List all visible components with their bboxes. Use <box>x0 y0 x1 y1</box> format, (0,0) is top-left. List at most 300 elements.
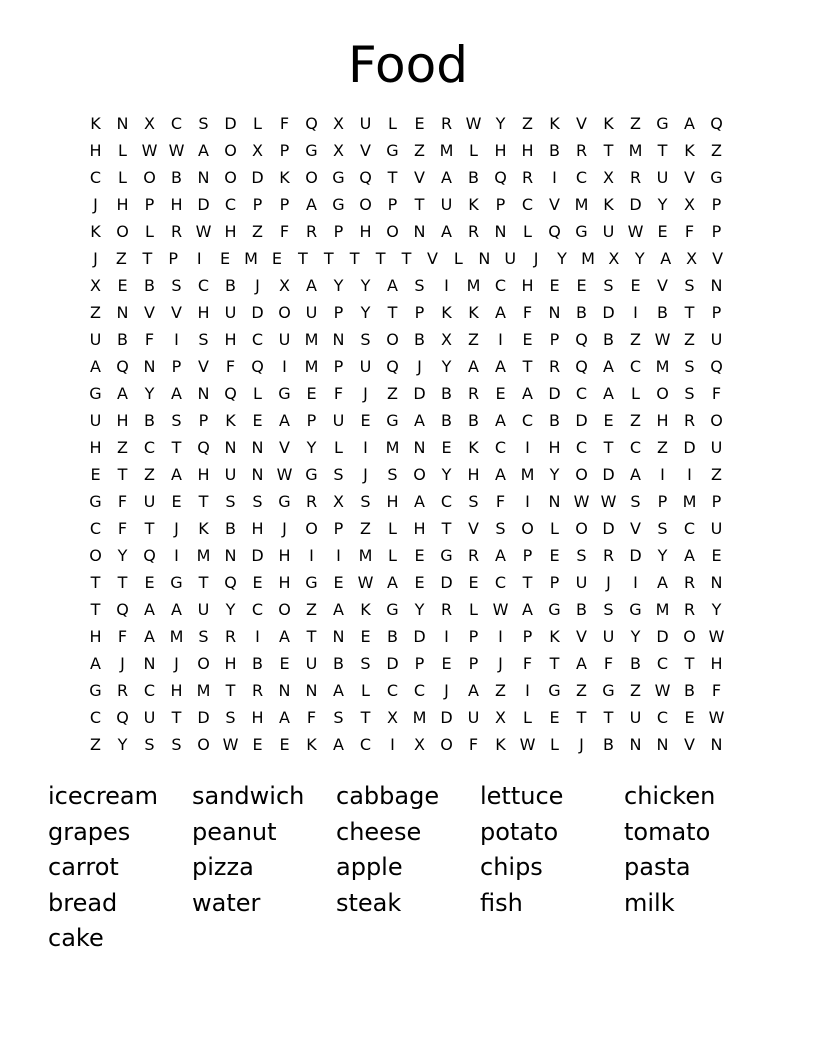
grid-letter: E <box>144 573 155 592</box>
grid-letter: H <box>710 654 723 673</box>
grid-letter: N <box>656 735 669 754</box>
grid-letter: S <box>171 411 182 430</box>
grid-letter: V <box>684 168 695 187</box>
grid-letter: F <box>684 222 695 241</box>
grid-letter: U <box>359 357 372 376</box>
grid-letter: A <box>495 303 506 322</box>
grid-letter: G <box>305 465 318 484</box>
grid-letter: F <box>306 708 317 727</box>
grid-letter: R <box>467 384 480 403</box>
grid-letter: L <box>145 222 154 241</box>
grid-letter: V <box>468 519 479 538</box>
grid-letter: C <box>143 681 156 700</box>
grid-letter: S <box>360 330 371 349</box>
grid-letter: Q <box>251 357 264 376</box>
grid-letter: K <box>279 168 290 187</box>
grid-letter: E <box>549 276 560 295</box>
grid-letter: P <box>333 357 344 376</box>
grid-letter: P <box>522 546 533 565</box>
grid-letter: Q <box>116 708 129 727</box>
grid-letter: X <box>686 249 698 268</box>
grid-letter: I <box>363 438 368 457</box>
grid-letter: Z <box>306 600 317 619</box>
grid-letter: H <box>89 438 102 457</box>
grid-letter: Q <box>494 168 507 187</box>
grid-letter: T <box>549 654 560 673</box>
grid-letter: I <box>174 330 179 349</box>
grid-letter: G <box>89 384 102 403</box>
grid-letter: K <box>549 114 560 133</box>
grid-letter: B <box>576 600 587 619</box>
grid-letter: Z <box>468 330 479 349</box>
grid-letter: P <box>414 654 425 673</box>
grid-letter: I <box>444 627 449 646</box>
grid-letter: U <box>224 465 237 484</box>
grid-letter: X <box>387 708 398 727</box>
grid-letter: P <box>306 411 317 430</box>
word-list-item: lettuce <box>480 782 564 810</box>
grid-letter: S <box>495 519 506 538</box>
grid-letter: B <box>657 303 668 322</box>
grid-letter: J <box>533 249 539 268</box>
grid-letter: P <box>333 222 344 241</box>
grid-letter: B <box>117 330 128 349</box>
grid-letter: G <box>656 114 669 133</box>
grid-letter: P <box>711 222 722 241</box>
grid-letter: U <box>710 438 723 457</box>
grid-letter: Z <box>576 681 587 700</box>
grid-letter: T <box>117 573 128 592</box>
grid-letter: G <box>548 600 561 619</box>
grid-letter: X <box>441 330 452 349</box>
grid-letter: W <box>357 573 374 592</box>
grid-letter: V <box>657 276 668 295</box>
grid-letter: E <box>657 222 668 241</box>
grid-letter: D <box>629 195 642 214</box>
grid-letter: P <box>252 195 263 214</box>
grid-letter: C <box>575 438 588 457</box>
grid-letter: M <box>439 141 454 160</box>
grid-letter: B <box>630 654 641 673</box>
grid-letter: Z <box>495 681 506 700</box>
grid-letter: C <box>575 168 588 187</box>
grid-letter: C <box>197 276 210 295</box>
grid-letter: W <box>519 735 536 754</box>
grid-row <box>82 434 742 461</box>
grid-letter: D <box>683 438 696 457</box>
grid-letter: J <box>174 654 179 673</box>
grid-letter: H <box>89 627 102 646</box>
grid-letter: U <box>359 114 372 133</box>
grid-row <box>82 218 742 245</box>
grid-letter: J <box>498 654 503 673</box>
grid-row <box>82 704 742 731</box>
grid-letter: W <box>195 222 212 241</box>
grid-letter: E <box>441 438 452 457</box>
grid-letter: O <box>197 735 210 754</box>
grid-letter: V <box>414 168 425 187</box>
grid-letter: F <box>522 303 533 322</box>
grid-letter: L <box>388 519 397 538</box>
grid-letter: M <box>466 276 481 295</box>
grid-letter: A <box>657 573 668 592</box>
grid-letter: P <box>333 303 344 322</box>
grid-letter: B <box>252 654 263 673</box>
grid-letter: N <box>710 573 723 592</box>
grid-letter: G <box>305 141 318 160</box>
grid-letter: J <box>174 519 179 538</box>
grid-letter: Y <box>414 600 425 619</box>
grid-letter: M <box>169 627 184 646</box>
word-list-item: sandwich <box>192 782 305 810</box>
grid-letter: B <box>441 411 452 430</box>
grid-letter: A <box>603 384 614 403</box>
grid-letter: S <box>360 492 371 511</box>
grid-letter: T <box>90 573 101 592</box>
grid-letter: Y <box>144 384 155 403</box>
grid-letter: C <box>359 735 372 754</box>
grid-letter: C <box>494 438 507 457</box>
grid-letter: X <box>495 708 506 727</box>
grid-letter: D <box>251 303 264 322</box>
grid-letter: G <box>548 681 561 700</box>
grid-letter: S <box>198 330 209 349</box>
grid-letter: Q <box>305 114 318 133</box>
grid-letter: J <box>363 465 368 484</box>
grid-letter: P <box>168 249 179 268</box>
grid-letter: P <box>144 195 155 214</box>
grid-row <box>82 380 742 407</box>
grid-letter: U <box>224 303 237 322</box>
grid-letter: Z <box>414 141 425 160</box>
grid-letter: O <box>143 168 156 187</box>
grid-letter: K <box>198 519 209 538</box>
grid-letter: J <box>444 681 449 700</box>
grid-row <box>82 731 742 758</box>
grid-letter: W <box>654 681 671 700</box>
grid-letter: H <box>170 681 183 700</box>
grid-letter: Z <box>90 735 101 754</box>
grid-letter: S <box>198 114 209 133</box>
grid-letter: S <box>576 546 587 565</box>
grid-letter: Q <box>386 357 399 376</box>
grid-letter: E <box>495 384 506 403</box>
grid-letter: F <box>117 627 128 646</box>
grid-row <box>82 272 742 299</box>
grid-letter: O <box>386 330 399 349</box>
grid-letter: N <box>278 681 291 700</box>
grid-letter: A <box>495 546 506 565</box>
grid-letter: M <box>196 546 211 565</box>
grid-letter: T <box>323 249 334 268</box>
grid-letter: C <box>89 708 102 727</box>
word-list-item: icecream <box>48 782 159 810</box>
grid-letter: C <box>143 438 156 457</box>
grid-letter: B <box>225 519 236 538</box>
grid-letter: F <box>603 654 614 673</box>
grid-letter: O <box>440 735 453 754</box>
grid-letter: T <box>657 141 668 160</box>
grid-letter: Y <box>630 627 641 646</box>
grid-letter: E <box>360 627 371 646</box>
grid-letter: J <box>363 384 368 403</box>
grid-letter: M <box>244 249 258 268</box>
grid-letter: L <box>118 168 127 187</box>
grid-letter: H <box>413 519 426 538</box>
grid-letter: B <box>603 735 614 754</box>
grid-letter: F <box>468 735 479 754</box>
grid-letter: I <box>444 276 449 295</box>
grid-letter: C <box>440 492 453 511</box>
grid-letter: X <box>252 141 263 160</box>
grid-letter: Z <box>387 384 398 403</box>
grid-letter: E <box>279 654 290 673</box>
grid-letter: T <box>144 519 155 538</box>
grid-letter: P <box>387 195 398 214</box>
grid-letter: N <box>710 276 723 295</box>
grid-letter: T <box>401 249 412 268</box>
word-list-item: potato <box>480 817 559 846</box>
word-list-item: water <box>192 888 261 917</box>
grid-letter: B <box>144 411 155 430</box>
grid-letter: V <box>426 249 438 268</box>
grid-row <box>82 353 742 380</box>
grid-letter: V <box>171 303 182 322</box>
grid-letter: Z <box>115 249 127 268</box>
grid-letter: O <box>278 303 291 322</box>
grid-letter: R <box>467 546 480 565</box>
grid-letter: H <box>224 222 237 241</box>
grid-letter: R <box>440 600 453 619</box>
grid-letter: I <box>336 546 341 565</box>
grid-letter: P <box>468 654 479 673</box>
grid-letter: B <box>171 168 182 187</box>
grid-letter: S <box>603 600 614 619</box>
grid-letter: J <box>417 357 422 376</box>
grid-letter: A <box>333 681 344 700</box>
grid-letter: S <box>414 276 425 295</box>
grid-letter: H <box>278 546 291 565</box>
grid-row <box>82 245 742 272</box>
grid-letter: A <box>468 681 479 700</box>
grid-letter: F <box>279 114 290 133</box>
grid-letter: G <box>386 600 399 619</box>
grid-letter: N <box>332 330 345 349</box>
grid-letter: S <box>198 627 209 646</box>
grid-letter: O <box>89 546 102 565</box>
grid-letter: O <box>197 654 210 673</box>
grid-letter: U <box>143 492 156 511</box>
grid-letter: A <box>603 357 614 376</box>
grid-letter: D <box>413 627 426 646</box>
grid-letter: O <box>224 141 237 160</box>
grid-letter: Q <box>116 357 129 376</box>
grid-letter: K <box>225 411 236 430</box>
grid-letter: G <box>575 222 588 241</box>
grid-letter: E <box>252 735 263 754</box>
grid-letter: C <box>494 573 507 592</box>
grid-letter: K <box>90 114 101 133</box>
grid-letter: A <box>306 195 317 214</box>
grid-letter: K <box>306 735 317 754</box>
grid-letter: T <box>522 573 533 592</box>
grid-letter: D <box>440 573 453 592</box>
grid-letter: R <box>521 168 534 187</box>
grid-letter: P <box>468 627 479 646</box>
grid-letter: E <box>220 249 231 268</box>
grid-letter: A <box>90 357 101 376</box>
grid-letter: E <box>522 330 533 349</box>
grid-letter: P <box>495 195 506 214</box>
grid-letter: F <box>225 357 236 376</box>
grid-letter: V <box>360 141 371 160</box>
grid-letter: H <box>224 654 237 673</box>
grid-letter: Z <box>630 681 641 700</box>
grid-letter: W <box>600 492 617 511</box>
grid-letter: L <box>523 222 532 241</box>
grid-letter: E <box>684 708 695 727</box>
grid-letter: U <box>602 222 615 241</box>
grid-letter: G <box>386 411 399 430</box>
grid-letter: T <box>684 303 695 322</box>
grid-letter: K <box>90 222 101 241</box>
grid-letter: G <box>332 168 345 187</box>
word-list-item: chips <box>480 853 543 881</box>
grid-letter: U <box>278 330 291 349</box>
grid-letter: M <box>196 681 211 700</box>
grid-letter: A <box>144 600 155 619</box>
grid-letter: E <box>306 384 317 403</box>
grid-letter: A <box>684 114 695 133</box>
grid-letter: D <box>197 195 210 214</box>
grid-letter: N <box>332 627 345 646</box>
grid-letter: S <box>333 708 344 727</box>
grid-letter: S <box>630 492 641 511</box>
grid-letter: L <box>253 114 262 133</box>
grid-letter: K <box>549 627 560 646</box>
grid-letter: O <box>359 195 372 214</box>
grid-letter: M <box>412 708 427 727</box>
grid-letter: N <box>224 546 237 565</box>
grid-letter: D <box>548 384 561 403</box>
grid-letter: M <box>520 465 535 484</box>
grid-letter: E <box>279 735 290 754</box>
grid-letter: H <box>278 573 291 592</box>
grid-letter: B <box>603 330 614 349</box>
grid-letter: B <box>441 384 452 403</box>
grid-letter: F <box>711 384 722 403</box>
grid-letter: Z <box>630 114 641 133</box>
grid-row <box>82 650 742 677</box>
grid-letter: H <box>386 492 399 511</box>
grid-letter: D <box>602 519 615 538</box>
grid-letter: Y <box>306 438 317 457</box>
grid-letter: F <box>279 222 290 241</box>
grid-letter: E <box>630 276 641 295</box>
grid-letter: N <box>413 438 426 457</box>
grid-letter: N <box>548 492 561 511</box>
grid-letter: U <box>332 411 345 430</box>
grid-letter: G <box>710 168 723 187</box>
grid-letter: F <box>522 654 533 673</box>
grid-letter: T <box>142 249 153 268</box>
word-list-item: pizza <box>192 853 254 881</box>
grid-letter: I <box>525 438 530 457</box>
grid-letter: K <box>468 195 479 214</box>
grid-letter: R <box>116 681 129 700</box>
grid-letter: G <box>278 384 291 403</box>
grid-letter: A <box>684 546 695 565</box>
grid-letter: C <box>629 438 642 457</box>
grid-letter: W <box>492 600 509 619</box>
grid-letter: N <box>251 465 264 484</box>
grid-letter: P <box>414 303 425 322</box>
grid-letter: Q <box>143 546 156 565</box>
word-list-item: apple <box>336 853 403 881</box>
grid-letter: T <box>198 492 209 511</box>
grid-letter: E <box>171 492 182 511</box>
grid-letter: L <box>631 384 640 403</box>
grid-letter: R <box>683 573 696 592</box>
grid-letter: Y <box>117 546 128 565</box>
grid-letter: H <box>224 330 237 349</box>
grid-letter: O <box>575 465 588 484</box>
grid-letter: P <box>657 492 668 511</box>
grid-letter: V <box>576 627 587 646</box>
grid-letter: K <box>360 600 371 619</box>
grid-letter: Y <box>225 600 236 619</box>
grid-letter: T <box>171 708 182 727</box>
grid-letter: S <box>684 276 695 295</box>
grid-letter: P <box>279 195 290 214</box>
grid-letter: F <box>495 492 506 511</box>
grid-letter: H <box>116 195 129 214</box>
grid-letter: U <box>305 654 318 673</box>
grid-letter: P <box>198 411 209 430</box>
grid-letter: Q <box>359 168 372 187</box>
grid-letter: S <box>144 735 155 754</box>
grid-letter: T <box>603 438 614 457</box>
grid-letter: H <box>521 276 534 295</box>
grid-row <box>82 299 742 326</box>
grid-letter: A <box>522 384 533 403</box>
grid-letter: P <box>711 492 722 511</box>
grid-letter: T <box>360 708 371 727</box>
grid-letter: H <box>494 141 507 160</box>
grid-letter: H <box>197 303 210 322</box>
grid-letter: O <box>386 222 399 241</box>
grid-letter: I <box>552 168 557 187</box>
grid-letter: W <box>168 141 185 160</box>
grid-letter: I <box>390 735 395 754</box>
grid-letter: B <box>225 276 236 295</box>
grid-letter: A <box>522 600 533 619</box>
grid-letter: B <box>576 303 587 322</box>
grid-letter: S <box>360 654 371 673</box>
grid-letter: N <box>143 654 156 673</box>
grid-letter: A <box>414 411 425 430</box>
grid-letter: T <box>297 249 308 268</box>
grid-letter: Q <box>224 384 237 403</box>
grid-letter: A <box>333 600 344 619</box>
grid-letter: R <box>305 492 318 511</box>
grid-letter: U <box>467 708 480 727</box>
grid-letter: E <box>90 465 101 484</box>
grid-letter: G <box>278 492 291 511</box>
grid-letter: O <box>710 411 723 430</box>
grid-letter: G <box>629 600 642 619</box>
grid-letter: N <box>478 249 491 268</box>
